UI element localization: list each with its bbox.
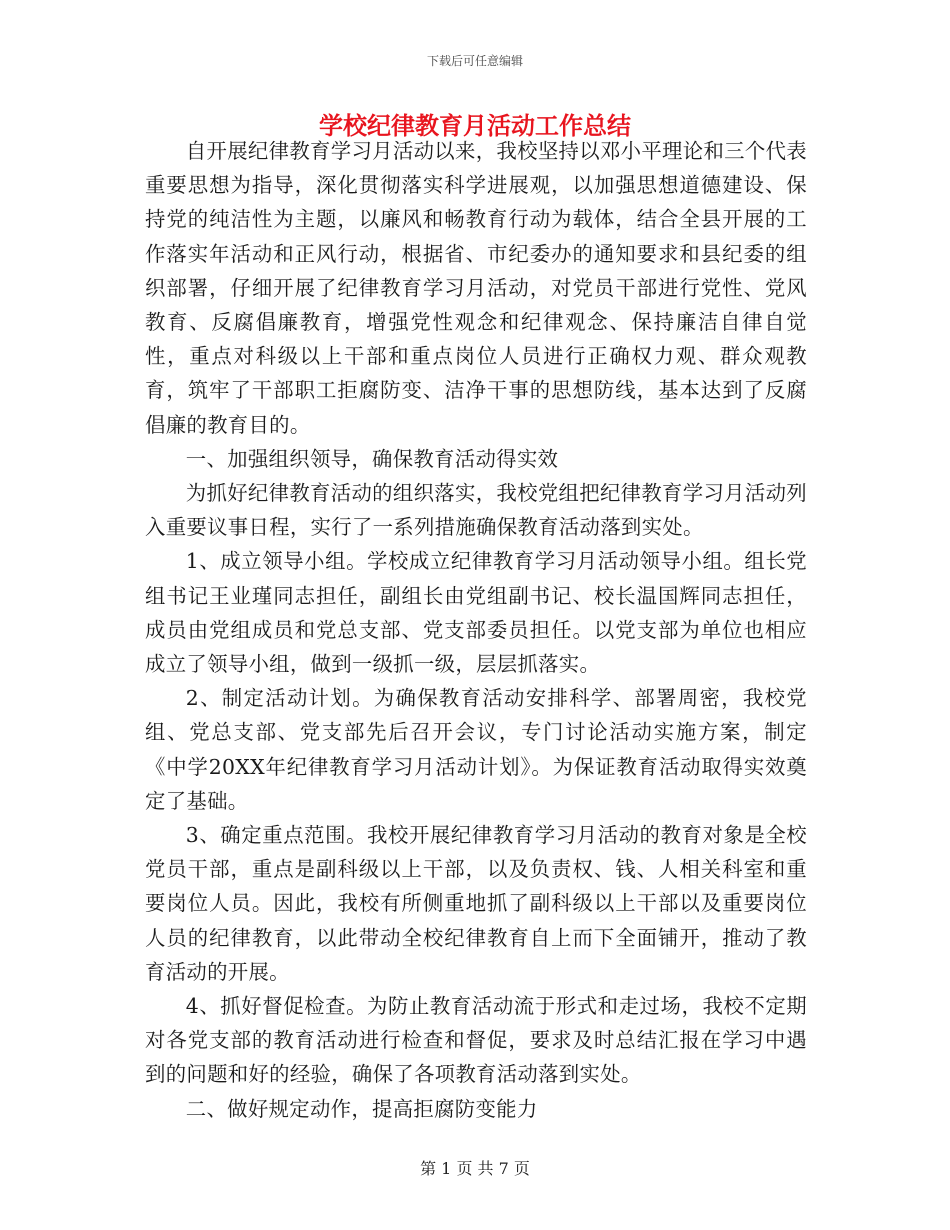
header-note: 下载后可任意编辑 bbox=[426, 54, 523, 68]
page-number-footer: 第 1 页 共 7 页 bbox=[420, 1159, 530, 1178]
section-heading-2: 二、做好规定动作，提高拒腐防变能力 bbox=[185, 1096, 538, 1121]
page-title: 学校纪律教育月活动工作总结 bbox=[319, 112, 631, 140]
paragraph-item-1: 1、成立领导小组。学校成立纪律教育学习月活动领导小组。组长党组书记王业瑾同志担任，副组长由党组副书记、校长温国辉同志担任，成员由党组成员和党总支部、党支部委员担任。以党支部为单位也相应成立了领导小组，做到一级抓一级，层层抓落实。 bbox=[145, 549, 807, 677]
paragraph-item-3: 3、确定重点范围。我校开展纪律教育学习月活动的教育对象是全校党员干部，重点是副科级以上干部，以及负责权、钱、人相关科室和重要岗位人员。因此，我校有所侧重地抓了副科级以上干部以及重要岗位人员的纪律教育，以此带动全校纪律教育自上而下全面铺开，推动了教育活动的开展。 bbox=[145, 823, 807, 984]
section-heading-1: 一、加强组织领导，确保教育活动得实效 bbox=[185, 446, 559, 471]
document-body bbox=[145, 134, 807, 1126]
paragraph-section-1-intro: 为抓好纪律教育活动的组织落实，我校党组把纪律教育学习月活动列入重要议事日程，实行了一系列措施确保教育活动落到实处。 bbox=[145, 481, 807, 540]
paragraph-item-4: 4、抓好督促检查。为防止教育活动流于形式和走过场，我校不定期对各党支部的教育活动进行检查和督促，要求及时总结汇报在学习中遇到的问题和好的经验，确保了各项教育活动落到实处。 bbox=[145, 994, 807, 1087]
paragraph-intro: 自开展纪律教育学习月活动以来，我校坚持以邓小平理论和三个代表重要思想为指导，深化贯彻落实科学进展观，以加强思想道德建设、保持党的纯洁性为主题，以廉风和畅教育行动为载体，结合全县开展的工作落实年活动和正风行动，根据省、市纪委办的通知要求和县纪委的组织部署，仔细开展了纪律教育学习月活动，对党员干部进行党性、党风教育、反腐倡廉教育，增强党性观念和纪律观念、保持廉洁自律自觉性，重点对科级以上干部和重点岗位人员进行正确权力观、群众观教育，筑牢了干部职工拒腐防变、洁净干事的思想防线，基本达到了反腐倡廉的教育目的。 bbox=[145, 139, 807, 437]
paragraph-item-2: 2、制定活动计划。为确保教育活动安排科学、部署周密，我校党组、党总支部、党支部先后召开会议，专门讨论活动实施方案，制定《中学20XX年纪律教育学习月活动计划》。为保证教育活动取得实效奠定了基础。 bbox=[145, 686, 807, 813]
